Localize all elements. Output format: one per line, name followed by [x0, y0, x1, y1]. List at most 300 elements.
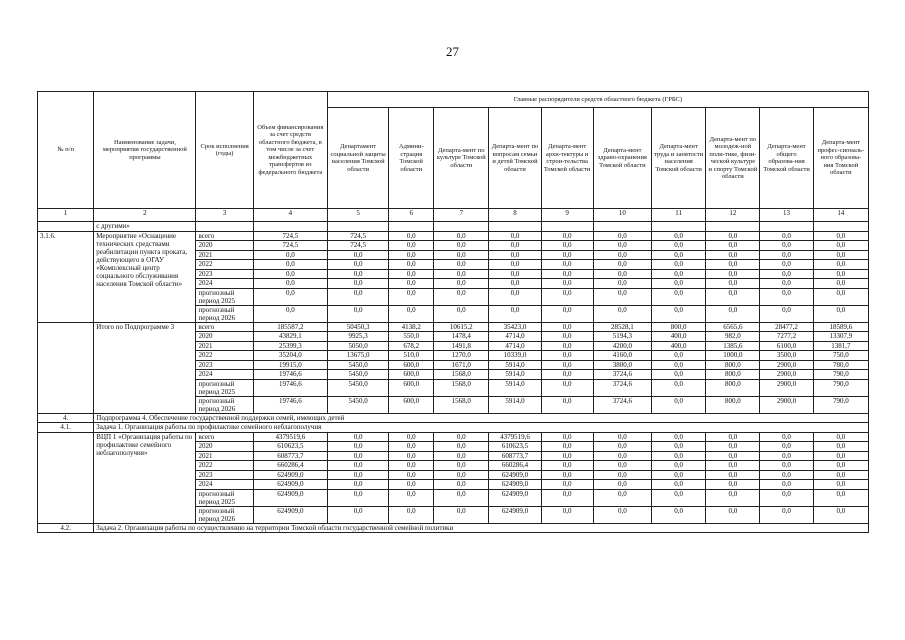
section-row [38, 523, 869, 533]
value-cell: 0,0 [813, 489, 868, 506]
value-cell: 0,0 [253, 288, 327, 305]
value-cell: 1671,0 [434, 360, 489, 370]
value-cell: 0,0 [541, 379, 593, 396]
value-cell: 608773,7 [253, 451, 327, 461]
value-cell: 6100,0 [760, 341, 813, 351]
value-cell: 5194,3 [593, 332, 651, 342]
value-cell: 4379519,6 [489, 432, 541, 442]
value-cell: 35423,0 [489, 322, 541, 332]
value-cell: 5050,0 [327, 341, 389, 351]
value-cell: 0,0 [541, 370, 593, 380]
value-cell: 185587,2 [253, 322, 327, 332]
row-term: 2024 [196, 279, 253, 289]
value-cell: 3724,6 [593, 370, 651, 380]
value-cell: 0,0 [489, 305, 541, 322]
row-num [38, 432, 94, 523]
value-cell: 43829,1 [253, 332, 327, 342]
table-row [38, 322, 869, 332]
section-text: Задача 1. Организация работы по профилактике семейного неблагополучия [94, 423, 869, 433]
row-term: 2021 [196, 341, 253, 351]
value-cell: 0,0 [652, 480, 706, 490]
value-cell: 0,0 [652, 231, 706, 241]
value-cell: 0,0 [813, 231, 868, 241]
value-cell: 18589,6 [813, 322, 868, 332]
value-cell: 0,0 [813, 260, 868, 270]
header-grbs-2: Админи-страция Томской области [389, 108, 434, 209]
value-cell: 4200,0 [593, 341, 651, 351]
value-cell: 0,0 [434, 241, 489, 251]
value-cell: 0,0 [652, 241, 706, 251]
value-cell: 0,0 [434, 288, 489, 305]
value-cell: 0,0 [541, 332, 593, 342]
value-cell: 0,0 [760, 461, 813, 471]
cell-empty [652, 222, 706, 232]
value-cell: 0,0 [813, 442, 868, 452]
value-cell: 660286,4 [489, 461, 541, 471]
value-cell: 4714,0 [489, 341, 541, 351]
value-cell: 0,0 [652, 260, 706, 270]
value-cell: 0,0 [706, 489, 760, 506]
value-cell: 0,0 [389, 250, 434, 260]
value-cell: 0,0 [389, 489, 434, 506]
value-cell: 0,0 [593, 442, 651, 452]
value-cell: 2900,0 [760, 370, 813, 380]
value-cell: 0,0 [706, 279, 760, 289]
table-row [38, 432, 869, 442]
value-cell: 0,0 [327, 461, 389, 471]
row-num [38, 322, 94, 413]
value-cell: 0,0 [253, 279, 327, 289]
value-cell: 1270,0 [434, 351, 489, 361]
value-cell: 0,0 [541, 231, 593, 241]
value-cell: 0,0 [434, 461, 489, 471]
value-cell: 19746,6 [253, 379, 327, 396]
section-num: 4. [38, 413, 94, 423]
value-cell: 0,0 [389, 279, 434, 289]
value-cell: 0,0 [489, 260, 541, 270]
row-term: прогнозный период 2026 [196, 396, 253, 413]
section-num: 4.1. [38, 423, 94, 433]
row-term: прогнозный период 2025 [196, 489, 253, 506]
row-term: 2022 [196, 260, 253, 270]
value-cell: 19915,0 [253, 360, 327, 370]
row-term: прогнозный период 2025 [196, 379, 253, 396]
continuation-text: с другими» [94, 222, 196, 232]
column-number: 2 [94, 209, 196, 222]
value-cell: 0,0 [813, 480, 868, 490]
value-cell: 624909,0 [489, 489, 541, 506]
value-cell: 0,0 [434, 506, 489, 523]
value-cell: 0,0 [327, 451, 389, 461]
header-grbs-title: Главные распорядители средств областного бюджета (ГРБС) [327, 92, 868, 108]
cell-empty [593, 222, 651, 232]
value-cell: 610623,5 [253, 442, 327, 452]
value-cell: 4138,2 [389, 322, 434, 332]
value-cell: 600,0 [389, 396, 434, 413]
value-cell: 35204,0 [253, 351, 327, 361]
value-cell: 0,0 [541, 241, 593, 251]
value-cell: 0,0 [813, 451, 868, 461]
section-text: Подпрограмма 4. Обеспечение государственной поддержки семей, имеющих детей [94, 413, 869, 423]
header-num: № п/п [38, 92, 94, 209]
value-cell: 0,0 [760, 442, 813, 452]
value-cell: 800,0 [706, 396, 760, 413]
value-cell: 0,0 [327, 506, 389, 523]
value-cell: 0,0 [813, 470, 868, 480]
value-cell: 0,0 [813, 432, 868, 442]
column-number: 13 [760, 209, 813, 222]
value-cell: 0,0 [327, 279, 389, 289]
value-cell: 1568,0 [434, 396, 489, 413]
value-cell: 0,0 [652, 396, 706, 413]
value-cell: 0,0 [593, 269, 651, 279]
value-cell: 0,0 [652, 279, 706, 289]
value-cell: 0,0 [327, 480, 389, 490]
value-cell: 28477,2 [760, 322, 813, 332]
column-number: 9 [541, 209, 593, 222]
value-cell: 0,0 [760, 231, 813, 241]
row-term: 2022 [196, 351, 253, 361]
value-cell: 10339,0 [489, 351, 541, 361]
value-cell: 0,0 [541, 351, 593, 361]
value-cell: 0,0 [593, 506, 651, 523]
header-grbs-5: Департа-мент архи-тектуры и строи-тельства Томской области [541, 108, 593, 209]
row-term: 2020 [196, 241, 253, 251]
value-cell: 0,0 [706, 480, 760, 490]
value-cell: 0,0 [489, 269, 541, 279]
value-cell: 0,0 [389, 260, 434, 270]
value-cell: 0,0 [541, 480, 593, 490]
column-number: 7 [434, 209, 489, 222]
value-cell: 600,0 [389, 360, 434, 370]
value-cell: 624909,0 [253, 470, 327, 480]
value-cell: 0,0 [541, 341, 593, 351]
value-cell: 0,0 [541, 250, 593, 260]
value-cell: 0,0 [706, 260, 760, 270]
value-cell: 0,0 [434, 279, 489, 289]
value-cell: 13307,9 [813, 332, 868, 342]
value-cell: 0,0 [760, 241, 813, 251]
value-cell: 0,0 [541, 360, 593, 370]
value-cell: 0,0 [389, 451, 434, 461]
value-cell: 0,0 [541, 396, 593, 413]
value-cell: 0,0 [706, 231, 760, 241]
value-cell: 0,0 [760, 288, 813, 305]
row-term: прогнозный период 2026 [196, 305, 253, 322]
table-row [38, 231, 869, 241]
value-cell: 3500,0 [760, 351, 813, 361]
value-cell: 0,0 [593, 461, 651, 471]
value-cell: 0,0 [652, 370, 706, 380]
row-term: 2023 [196, 470, 253, 480]
value-cell: 50450,3 [327, 322, 389, 332]
value-cell: 0,0 [253, 260, 327, 270]
value-cell: 0,0 [389, 288, 434, 305]
value-cell: 790,0 [813, 379, 868, 396]
row-name: ВЦП 1 «Организация работы по профилактике семейного неблагополучия» [94, 432, 196, 523]
value-cell: 0,0 [327, 305, 389, 322]
value-cell: 0,0 [813, 305, 868, 322]
value-cell: 1385,6 [706, 341, 760, 351]
value-cell: 0,0 [253, 305, 327, 322]
value-cell: 0,0 [813, 241, 868, 251]
value-cell: 0,0 [652, 470, 706, 480]
value-cell: 0,0 [813, 288, 868, 305]
value-cell: 0,0 [389, 432, 434, 442]
value-cell: 0,0 [706, 432, 760, 442]
value-cell: 0,0 [253, 269, 327, 279]
value-cell: 0,0 [593, 260, 651, 270]
row-name: Мероприятие «Оснащение технических средствами реабилитации пункта проката, действующего в ОГАУ «Комплексный центр социального обслуживания населения Томской области» [94, 231, 196, 322]
row-term: 2023 [196, 269, 253, 279]
cell-empty [760, 222, 813, 232]
value-cell: 5450,0 [327, 396, 389, 413]
value-cell: 0,0 [593, 241, 651, 251]
value-cell: 0,0 [541, 305, 593, 322]
value-cell: 1491,8 [434, 341, 489, 351]
value-cell: 0,0 [327, 432, 389, 442]
column-numbers-row [38, 209, 869, 222]
value-cell: 0,0 [489, 250, 541, 260]
budget-table [37, 91, 869, 533]
row-term: 2020 [196, 442, 253, 452]
cell-empty [813, 222, 868, 232]
value-cell: 790,0 [813, 370, 868, 380]
value-cell: 4714,0 [489, 332, 541, 342]
value-cell: 6565,6 [706, 322, 760, 332]
value-cell: 610623,5 [489, 442, 541, 452]
value-cell: 0,0 [389, 305, 434, 322]
value-cell: 25399,3 [253, 341, 327, 351]
section-row [38, 413, 869, 423]
value-cell: 0,0 [652, 506, 706, 523]
value-cell: 4160,0 [593, 351, 651, 361]
cell-empty [327, 222, 389, 232]
value-cell: 0,0 [327, 250, 389, 260]
cell-num [38, 222, 94, 232]
value-cell: 800,0 [706, 370, 760, 380]
value-cell: 982,0 [706, 332, 760, 342]
value-cell: 0,0 [652, 432, 706, 442]
value-cell: 9925,3 [327, 332, 389, 342]
cell-empty [389, 222, 434, 232]
value-cell: 0,0 [593, 470, 651, 480]
value-cell: 3800,0 [593, 360, 651, 370]
value-cell: 0,0 [327, 470, 389, 480]
row-term: прогнозный период 2026 [196, 506, 253, 523]
value-cell: 2900,0 [760, 360, 813, 370]
column-number: 14 [813, 209, 868, 222]
column-number: 6 [389, 209, 434, 222]
value-cell: 0,0 [760, 470, 813, 480]
value-cell: 0,0 [706, 288, 760, 305]
value-cell: 0,0 [593, 288, 651, 305]
cell-empty [541, 222, 593, 232]
value-cell: 0,0 [434, 250, 489, 260]
value-cell: 0,0 [389, 231, 434, 241]
value-cell: 0,0 [706, 470, 760, 480]
value-cell: 0,0 [389, 506, 434, 523]
value-cell: 0,0 [593, 432, 651, 442]
value-cell: 5450,0 [327, 370, 389, 380]
value-cell: 0,0 [434, 305, 489, 322]
value-cell: 510,0 [389, 351, 434, 361]
row-term: 2021 [196, 250, 253, 260]
value-cell: 0,0 [389, 442, 434, 452]
value-cell: 0,0 [327, 489, 389, 506]
value-cell: 0,0 [541, 432, 593, 442]
header-grbs-8: Департа-мент по молодеж-ной поли-тике, физи-ческой культуре и спорту Томской области [706, 108, 760, 209]
value-cell: 624909,0 [489, 506, 541, 523]
value-cell: 0,0 [652, 379, 706, 396]
header-grbs-10: Департа-мент профес-сиональ-ного образова-ния Томской области [813, 108, 868, 209]
section-row [38, 423, 869, 433]
value-cell: 0,0 [327, 442, 389, 452]
value-cell: 750,0 [813, 351, 868, 361]
value-cell: 0,0 [813, 269, 868, 279]
value-cell: 0,0 [593, 279, 651, 289]
value-cell: 0,0 [706, 241, 760, 251]
value-cell: 7277,2 [760, 332, 813, 342]
value-cell: 2900,0 [760, 379, 813, 396]
cell-empty [196, 222, 253, 232]
value-cell: 1000,0 [706, 351, 760, 361]
value-cell: 0,0 [541, 260, 593, 270]
value-cell: 0,0 [593, 305, 651, 322]
value-cell: 0,0 [434, 231, 489, 241]
value-cell: 1568,0 [434, 370, 489, 380]
value-cell: 4379519,6 [253, 432, 327, 442]
value-cell: 0,0 [389, 269, 434, 279]
header-grbs-6: Департа-мент здраво-охранения Томской области [593, 108, 651, 209]
value-cell: 0,0 [389, 461, 434, 471]
table-body [38, 222, 869, 533]
value-cell: 624909,0 [253, 480, 327, 490]
row-term: 2024 [196, 370, 253, 380]
continuation-row [38, 222, 869, 232]
value-cell: 0,0 [434, 489, 489, 506]
value-cell: 1568,0 [434, 379, 489, 396]
value-cell: 0,0 [760, 432, 813, 442]
header-volume: Объем финансирования за счет средств областного бюджета, в том числе за счет межбюджетных трансфертов из федерального бюджета [253, 92, 327, 209]
value-cell: 0,0 [813, 279, 868, 289]
value-cell: 0,0 [760, 489, 813, 506]
value-cell: 0,0 [593, 451, 651, 461]
value-cell: 550,0 [389, 332, 434, 342]
value-cell: 5914,0 [489, 396, 541, 413]
value-cell: 0,0 [760, 269, 813, 279]
value-cell: 724,5 [327, 231, 389, 241]
value-cell: 0,0 [541, 489, 593, 506]
value-cell: 678,2 [389, 341, 434, 351]
value-cell: 0,0 [489, 241, 541, 251]
value-cell: 5914,0 [489, 370, 541, 380]
value-cell: 0,0 [760, 305, 813, 322]
value-cell: 0,0 [541, 451, 593, 461]
value-cell: 790,0 [813, 396, 868, 413]
value-cell: 28528,1 [593, 322, 651, 332]
value-cell: 0,0 [489, 288, 541, 305]
value-cell: 0,0 [706, 442, 760, 452]
value-cell: 0,0 [760, 451, 813, 461]
value-cell: 1381,7 [813, 341, 868, 351]
value-cell: 724,5 [253, 231, 327, 241]
value-cell: 2900,0 [760, 396, 813, 413]
row-term: всего [196, 231, 253, 241]
header-grbs-3: Департа-мент по культуре Томской области [434, 108, 489, 209]
value-cell: 0,0 [760, 250, 813, 260]
value-cell: 0,0 [434, 269, 489, 279]
row-term: 2020 [196, 332, 253, 342]
value-cell: 3724,6 [593, 396, 651, 413]
value-cell: 0,0 [652, 250, 706, 260]
row-term: всего [196, 322, 253, 332]
value-cell: 19746,6 [253, 396, 327, 413]
value-cell: 5914,0 [489, 379, 541, 396]
value-cell: 724,5 [253, 241, 327, 251]
value-cell: 0,0 [327, 269, 389, 279]
value-cell: 0,0 [706, 506, 760, 523]
value-cell: 780,0 [813, 360, 868, 370]
value-cell: 800,0 [706, 360, 760, 370]
value-cell: 0,0 [541, 269, 593, 279]
value-cell: 0,0 [706, 451, 760, 461]
header-name: Наименование задачи, мероприятия государственной программы [94, 92, 196, 209]
value-cell: 0,0 [813, 250, 868, 260]
value-cell: 624909,0 [489, 470, 541, 480]
value-cell: 0,0 [760, 480, 813, 490]
row-name: Итого по Подпрограмме 3 [94, 322, 196, 413]
value-cell: 3724,6 [593, 379, 651, 396]
value-cell: 0,0 [389, 470, 434, 480]
value-cell: 0,0 [434, 451, 489, 461]
value-cell: 600,0 [389, 370, 434, 380]
value-cell: 0,0 [813, 461, 868, 471]
value-cell: 0,0 [652, 461, 706, 471]
value-cell: 0,0 [760, 279, 813, 289]
value-cell: 400,0 [652, 332, 706, 342]
value-cell: 0,0 [652, 360, 706, 370]
row-term: 2023 [196, 360, 253, 370]
value-cell: 0,0 [593, 489, 651, 506]
header-term: Срок исполнения (годы) [196, 92, 253, 209]
row-term: 2024 [196, 480, 253, 490]
value-cell: 0,0 [652, 351, 706, 361]
value-cell: 0,0 [593, 250, 651, 260]
value-cell: 0,0 [541, 322, 593, 332]
value-cell: 19746,6 [253, 370, 327, 380]
value-cell: 0,0 [593, 231, 651, 241]
column-number: 4 [253, 209, 327, 222]
value-cell: 0,0 [389, 480, 434, 490]
column-number: 1 [38, 209, 94, 222]
section-text: Задача 2. Организация работы по осуществлению на территории Томской области государственной семейной политики [94, 523, 869, 533]
value-cell: 10615,2 [434, 322, 489, 332]
value-cell: 624909,0 [489, 480, 541, 490]
value-cell: 0,0 [706, 250, 760, 260]
column-number: 10 [593, 209, 651, 222]
value-cell: 600,0 [389, 379, 434, 396]
value-cell: 0,0 [541, 506, 593, 523]
value-cell: 5914,0 [489, 360, 541, 370]
value-cell: 800,0 [706, 379, 760, 396]
value-cell: 1478,4 [434, 332, 489, 342]
column-number: 5 [327, 209, 389, 222]
value-cell: 0,0 [706, 269, 760, 279]
value-cell: 624909,0 [253, 506, 327, 523]
cell-empty [706, 222, 760, 232]
value-cell: 660286,4 [253, 461, 327, 471]
